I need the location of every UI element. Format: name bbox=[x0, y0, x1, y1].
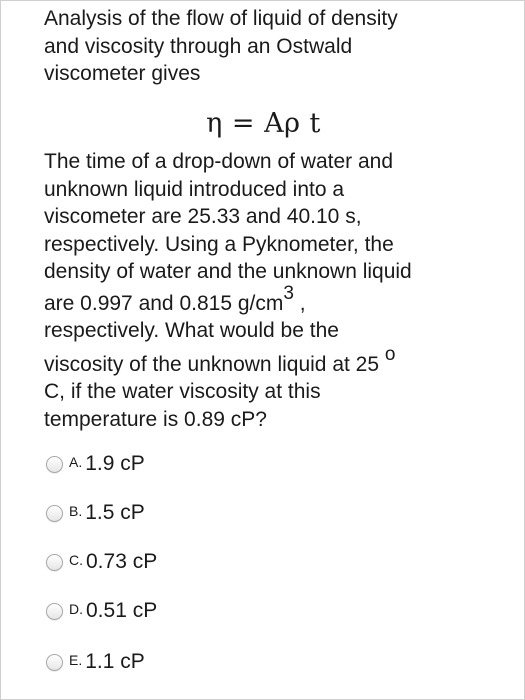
option-text: 1.1 cP bbox=[85, 650, 145, 673]
option-text: 1.9 cP bbox=[85, 452, 145, 475]
body-line: viscometer are 25.33 and 40.10 s, bbox=[44, 205, 362, 228]
option-c[interactable] bbox=[46, 547, 157, 577]
body-line: The time of a drop-down of water and bbox=[44, 150, 394, 173]
degree-superscript: o bbox=[384, 343, 396, 365]
option-b[interactable] bbox=[46, 498, 145, 528]
density-superscript: 3 bbox=[283, 282, 294, 304]
option-letter: B. bbox=[69, 503, 83, 519]
intro-line: Analysis of the flow of liquid of density bbox=[44, 7, 398, 30]
option-text: 1.5 cP bbox=[85, 501, 145, 524]
body-line: respectively. Using a Pyknometer, the bbox=[44, 232, 394, 256]
density-line bbox=[44, 282, 514, 318]
body-line: unknown liquid introduced into a bbox=[44, 177, 345, 201]
question-body bbox=[44, 148, 514, 433]
body-line: C, if the water viscosity at this bbox=[44, 380, 321, 403]
radio-button[interactable] bbox=[46, 603, 63, 620]
option-d[interactable] bbox=[46, 596, 157, 626]
option-letter: A. bbox=[69, 454, 83, 470]
radio-button[interactable] bbox=[46, 505, 63, 522]
option-letter: C. bbox=[69, 552, 83, 568]
option-e[interactable] bbox=[46, 647, 145, 677]
body-line: temperature is 0.89 cP? bbox=[44, 407, 267, 431]
density-suffix: , bbox=[293, 291, 306, 315]
viscosity-equation: η = Aρ t bbox=[206, 108, 321, 139]
option-text: 0.73 cP bbox=[86, 550, 158, 573]
temperature-text: viscosity of the unknown liquid at 25 bbox=[44, 352, 385, 376]
option-letter: D. bbox=[69, 601, 83, 617]
radio-button[interactable] bbox=[46, 554, 63, 571]
intro-line: viscometer gives bbox=[44, 62, 201, 85]
option-letter: E. bbox=[69, 652, 83, 668]
temperature-line bbox=[44, 343, 514, 379]
option-text: 0.51 cP bbox=[86, 599, 158, 622]
radio-button[interactable] bbox=[46, 456, 63, 473]
density-text: are 0.997 and 0.815 g/cm bbox=[44, 291, 284, 315]
radio-button[interactable] bbox=[46, 654, 63, 671]
body-line: respectively. What would be the bbox=[44, 319, 339, 342]
question-intro bbox=[44, 5, 494, 88]
intro-line: and viscosity through an Ostwald bbox=[44, 34, 353, 58]
body-line: density of water and the unknown liquid bbox=[44, 260, 412, 283]
option-a[interactable] bbox=[46, 449, 145, 479]
